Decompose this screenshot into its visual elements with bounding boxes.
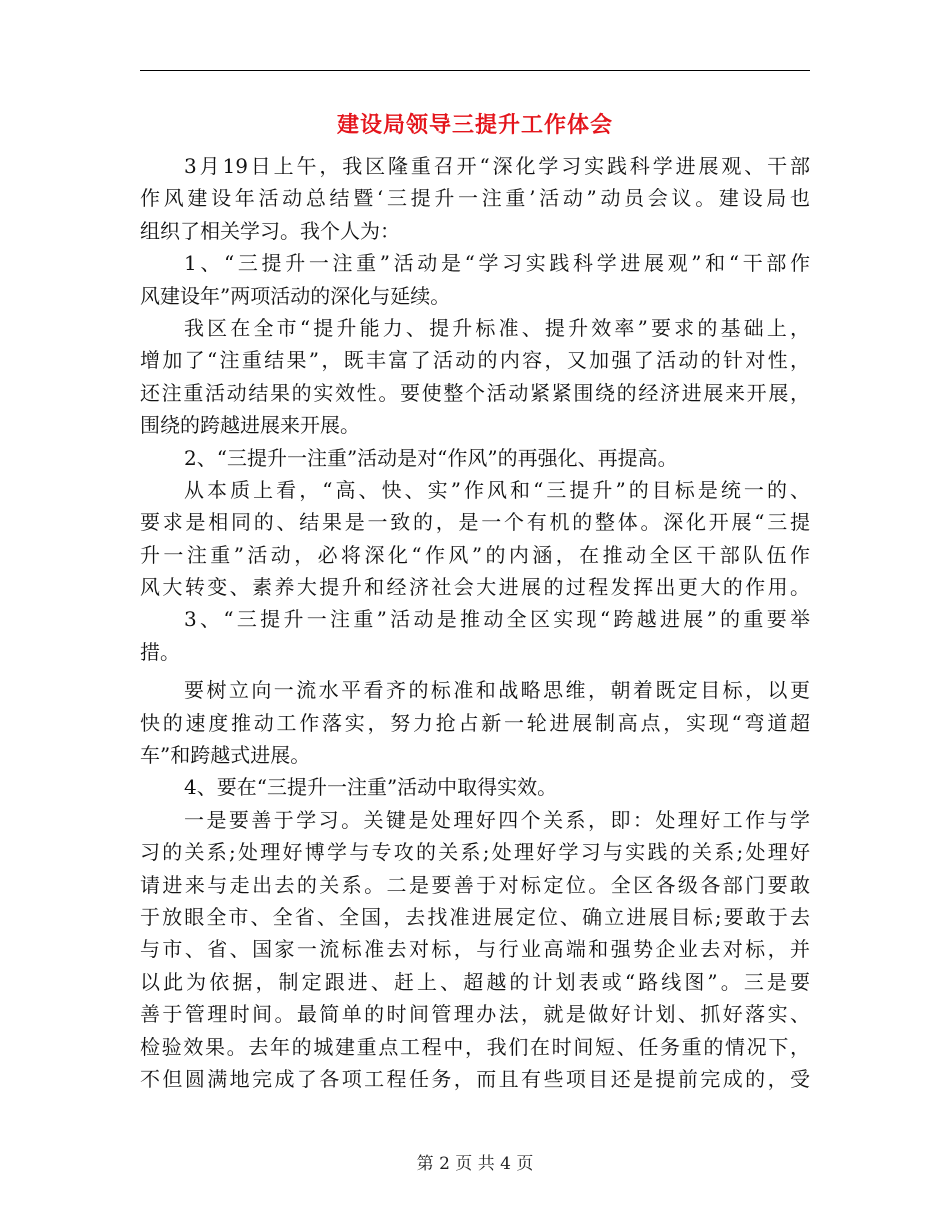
document-body <box>140 150 810 1095</box>
text-line: 要求是相同的、结果是一致的，是一个有机的整体。深化开展“三提 <box>140 510 810 535</box>
text-line: 围绕的跨越进展来开展。 <box>140 413 360 438</box>
text-line: 从本质上看，“高、快、实”作风和“三提升”的目标是统一的、 <box>184 477 810 502</box>
text-line: 车”和跨越式进展。 <box>140 743 311 768</box>
text-line: 要树立向一流水平看齐的标准和战略思维，朝着既定目标，以更 <box>184 678 810 703</box>
text-line: 检验效果。去年的城建重点工程中，我们在时间短、任务重的情况下， <box>140 1034 810 1059</box>
text-line: 与市、省、国家一流标准去对标，与行业高端和强势企业去对标，并 <box>140 937 810 962</box>
text-line: 1、“三提升一注重”活动是“学习实践科学进展观”和“干部作 <box>184 251 810 276</box>
text-line: 4、要在“三提升一注重”活动中取得实效。 <box>184 775 558 800</box>
text-line: 习的关系;处理好博学与专攻的关系;处理好学习与实践的关系;处理好 <box>140 840 810 865</box>
document-title: 建设局领导三提升工作体会 <box>336 112 613 138</box>
text-line: 我区在全市“提升能力、提升标准、提升效率”要求的基础上， <box>184 315 810 340</box>
text-line: 升一注重”活动，必将深化“作风”的内涵，在推动全区干部队伍作 <box>140 542 810 567</box>
header-rule <box>140 70 810 71</box>
text-line: 快的速度推动工作落实，努力抢占新一轮进展制高点，实现“弯道超 <box>140 710 810 735</box>
text-line: 于放眼全市、全省、全国，去找准进展定位、确立进展目标;要敢于去 <box>140 904 810 929</box>
text-line: 以此为依据，制定跟进、赶上、超越的计划表或“路线图”。三是要 <box>140 969 810 994</box>
text-line: 不但圆满地完成了各项工程任务，而且有些项目还是提前完成的，受 <box>140 1066 810 1091</box>
text-line: 增加了“注重结果”，既丰富了活动的内容，又加强了活动的针对性， <box>140 348 810 373</box>
page-number: 第 2 页 共 4 页 <box>416 1154 534 1174</box>
text-line: 善于管理时间。最简单的时间管理办法，就是做好计划、抓好落实、 <box>140 1002 810 1027</box>
text-line: 还注重活动结果的实效性。要使整个活动紧紧围绕的经济进展来开展， <box>140 380 810 405</box>
text-line: 3、“三提升一注重”活动是推动全区实现“跨越进展”的重要举 <box>184 607 810 632</box>
text-line: 一是要善于学习。关键是处理好四个关系，即：处理好工作与学 <box>184 807 810 832</box>
text-line: 措。 <box>140 639 180 664</box>
text-line: 风建设年”两项活动的深化与延续。 <box>140 283 451 308</box>
text-line: 请进来与走出去的关系。二是要善于对标定位。全区各级各部门要敢 <box>140 872 810 897</box>
text-line: 2、“三提升一注重”活动是对“作风”的再强化、再提高。 <box>184 445 678 470</box>
text-line: 组织了相关学习。我个人为： <box>140 218 400 243</box>
text-line: 3月19日上午，我区隆重召开“深化学习实践科学进展观、干部 <box>184 154 810 178</box>
text-line: 风大转变、素养大提升和经济社会大进展的过程发挥出更大的作用。 <box>140 575 810 600</box>
text-line: 作风建设年活动总结暨‘三提升一注重’活动”动员会议。建设局也 <box>140 186 810 211</box>
